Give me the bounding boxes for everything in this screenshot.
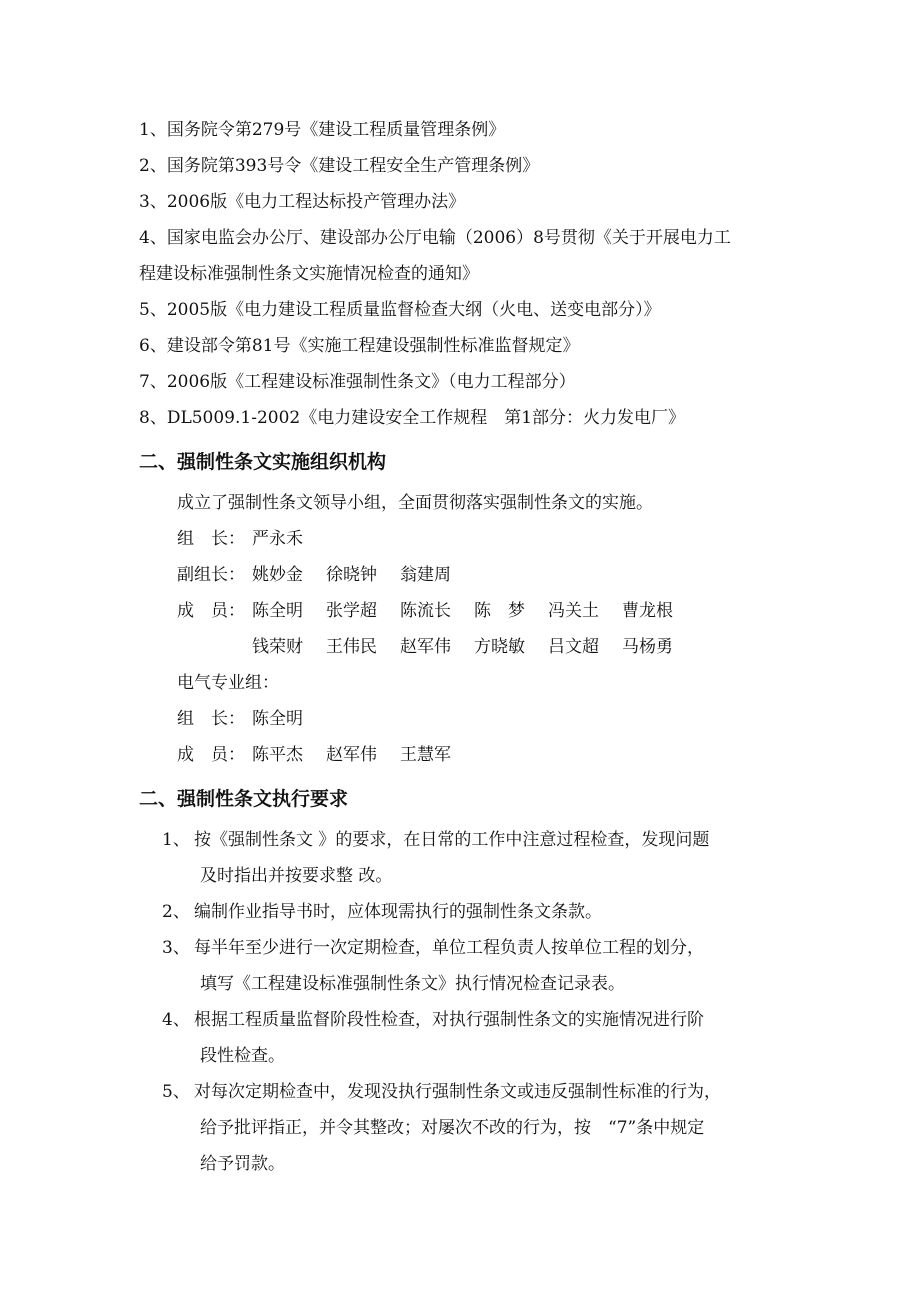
member-name: 王伟民 <box>326 637 377 657</box>
elec-group-title: 电气专业组： <box>177 673 279 693</box>
ref-item-7: 7、2006版《工程建设标准强制性条文》（电力工程部分） <box>139 372 576 392</box>
req-item-2 <box>162 900 602 924</box>
req-item-5-cont-2: 给予罚款。 <box>200 1154 285 1174</box>
req-item-5-cont: 给予批评指正，并令其整改；对屡次不改的行为，按 “7”条中规定 <box>200 1118 705 1138</box>
ref-item-4-cont: 程建设标准强制性条文实施情况检查的通知》 <box>139 264 479 284</box>
deputy-name: 翁建周 <box>400 565 451 585</box>
member-name: 方晓敏 <box>474 637 525 657</box>
elec-member-name: 王慧军 <box>400 745 451 765</box>
ref-item-4: 4、国家电监会办公厅、建设部办公厅电输（2006）8号贯彻《关于开展电力工 <box>139 228 731 248</box>
leader-label: 组 长： <box>177 529 245 549</box>
deputy-label: 副组长： <box>177 565 245 585</box>
ref-item-5: 5、2005版《电力建设工程质量监督检查大纲（火电、送变电部分）》 <box>139 300 661 320</box>
members-row-2 <box>252 635 696 659</box>
req-text: 根据工程质量监督阶段性检查，对执行强制性条文的实施情况进行阶 <box>194 1010 704 1030</box>
req-text: 编制作业指导书时，应体现需执行的强制性条文条款。 <box>194 902 602 922</box>
ref-item-2: 2、国务院第393号令《建设工程安全生产管理条例》 <box>139 156 540 176</box>
ref-item-1: 1、国务院令第279号《建设工程质量管理条例》 <box>139 120 506 140</box>
member-name: 张学超 <box>326 601 377 621</box>
req-item-1 <box>162 828 709 852</box>
members-row-1 <box>177 599 696 623</box>
req-number: 2、 <box>162 902 190 922</box>
req-item-3-cont: 填写《工程建设标准强制性条文》执行情况检查记录表。 <box>200 974 625 994</box>
member-name: 吕文超 <box>548 637 599 657</box>
req-number: 5、 <box>162 1082 190 1102</box>
req-item-4 <box>162 1008 704 1032</box>
elec-member-name: 赵军伟 <box>326 745 377 765</box>
deputy-name: 徐晓钟 <box>326 565 377 585</box>
leader-name: 严永禾 <box>252 529 303 549</box>
ref-item-6: 6、建设部令第81号《实施工程建设强制性标准监督规定》 <box>139 336 580 356</box>
req-number: 4、 <box>162 1010 190 1030</box>
ref-item-3: 3、2006版《电力工程达标投产管理办法》 <box>139 192 466 212</box>
req-text: 按《强制性条文 》的要求，在日常的工作中注意过程检查，发现问题 <box>194 830 710 850</box>
section-heading-req: 二、强制性条文执行要求 <box>139 788 349 810</box>
req-text: 每半年至少进行一次定期检查，单位工程负责人按单位工程的划分， <box>194 938 704 958</box>
deputy-row <box>177 563 474 587</box>
elec-leader-label: 组 长： <box>177 709 245 729</box>
elec-member-name: 陈平杰 <box>252 745 303 765</box>
req-item-1-cont: 及时指出并按要求整 改。 <box>200 866 393 886</box>
org-intro: 成立了强制性条文领导小组，全面贯彻落实强制性条文的实施。 <box>177 493 653 513</box>
req-number: 1、 <box>162 830 190 850</box>
req-item-3 <box>162 936 704 960</box>
member-name: 陈流长 <box>400 601 451 621</box>
section-heading-org: 二、强制性条文实施组织机构 <box>139 451 387 473</box>
elec-leader-name: 陈全明 <box>252 709 303 729</box>
member-name: 陈 梦 <box>474 601 525 621</box>
member-name: 赵军伟 <box>400 637 451 657</box>
members-label: 成 员： <box>177 601 245 621</box>
req-text: 对每次定期检查中，发现没执行强制性条文或违反强制性标准的行为， <box>194 1082 721 1102</box>
leader-row <box>177 527 303 551</box>
req-item-5 <box>162 1080 721 1104</box>
deputy-name: 姚妙金 <box>252 565 303 585</box>
member-name: 钱荣财 <box>252 637 303 657</box>
member-name: 曹龙根 <box>622 601 673 621</box>
req-number: 3、 <box>162 938 190 958</box>
elec-leader-row <box>177 707 303 731</box>
member-name: 马杨勇 <box>622 637 673 657</box>
elec-members-label: 成 员： <box>177 745 245 765</box>
member-name: 陈全明 <box>252 601 303 621</box>
elec-members-row <box>177 743 474 767</box>
req-item-4-cont: 段性检查。 <box>200 1046 285 1066</box>
member-name: 冯关土 <box>548 601 599 621</box>
ref-item-8: 8、DL5009.1-2002《电力建设安全工作规程 第1部分：火力发电厂》 <box>139 408 686 428</box>
